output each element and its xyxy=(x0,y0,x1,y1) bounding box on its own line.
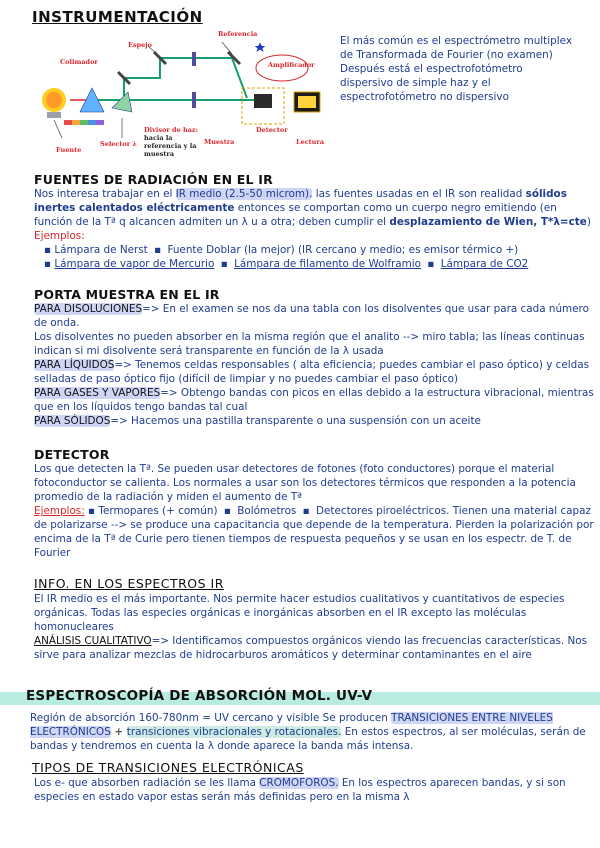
instr-note-line: espectrofotómetro no dispersivo xyxy=(340,91,509,103)
tipos-p1: Los e- que absorben radiación se les llama xyxy=(34,777,260,789)
tipos-rest: En los espectros aparecen bandas, y si son especies en estado vapor estas serán más definidas pero en la misma λ xyxy=(34,777,566,803)
detector-piro-text: Tienen una material capaz de polarizarse --> se produce una capacitancia que depende de la temperatura. Pierden la polarización por encima de la Tª de Curie pero tienen tiempos de respuesta pequeños y se usan en los espectr. de T. de Fourier xyxy=(34,505,594,559)
list-item: Lámpara de filamento de Wolframio xyxy=(234,258,422,270)
instr-note-line: Después está el espectrofotómetro xyxy=(340,63,523,75)
porta-disoluciones-label: PARA DISOLUCIONES xyxy=(34,303,143,315)
porta-gases-label: PARA GASES Y VAPORES xyxy=(34,387,161,399)
info-cualitativo xyxy=(34,634,594,662)
label-lectura: Lectura xyxy=(296,138,325,146)
label-fuente: Fuente xyxy=(56,146,82,154)
fuentes-p3: entonces se comportan como un cuerpo negro emitiendo (en función de la Tª q alcancen admiten un λ u a otra; deben cumplir el xyxy=(34,202,557,228)
label-divisor-line4: muestra xyxy=(144,150,175,158)
label-divisor: Divisor de haz: xyxy=(144,126,199,134)
uv-body xyxy=(30,711,594,753)
label-amplificador: Amplificador xyxy=(268,61,315,69)
label-divisor-line3: referencia y la xyxy=(144,142,197,150)
porta-disolventes: Los disolventes no pueden absorber en la misma región que el analito --> miro tabla; las líneas continuas indican si mi disolvente será transparente en función de la λ usada xyxy=(34,331,585,357)
uv-rest: En estos espectros, al ser moléculas, serán de bandas y tendremos en cuenta la λ donde aparece la banda más intensa. xyxy=(30,726,586,752)
list-item: Lámpara de vapor de Mercurio xyxy=(54,258,215,270)
info-cualitativo-text: => Identificamos compuestos orgánicos viendo las frecuencias características. Nos sirve para analizar mezclas de hidrocarburos aromáticos y determinar contaminantes en el aire xyxy=(34,635,588,661)
fuentes-list-line2: ▪ Lámpara de vapor de Mercurio ▪ Lámpara de filamento de Wolframio ▪ Lámpara de CO2 xyxy=(44,258,529,270)
fuentes-ir-medio: IR medio (2.5-50 microm). xyxy=(175,188,313,200)
instr-note-line: de Transformada de Fourier (no examen) xyxy=(340,49,553,61)
spectrometer-diagram xyxy=(32,28,332,166)
uv-banner xyxy=(0,688,600,708)
detector-body xyxy=(34,462,594,560)
uv-transiciones: TRANSICIONES ENTRE NIVELES ELECTRÓNICOS xyxy=(30,712,553,738)
fuentes-wien: desplazamiento de Wien, T*λ=cte xyxy=(389,216,587,228)
uv-p1: Región de absorción 160-780nm = UV cercano y visible Se producen xyxy=(30,712,392,724)
section-title-instrumentacion: INSTRUMENTACIÓN xyxy=(32,8,203,26)
fuentes-list-line1: ▪ Lámpara de Nerst ▪ Fuente Doblar (la mejor) (IR cercano y medio; es emisor térmico +) xyxy=(44,244,519,256)
list-item: Lámpara de CO2 xyxy=(440,258,529,270)
list-item: Lámpara de Nerst xyxy=(54,244,148,256)
fuentes-paragraph xyxy=(34,187,594,229)
label-colimador: Colimador xyxy=(60,58,98,66)
instr-note-line: dispersivo de simple haz y el xyxy=(340,77,491,89)
detector-paragraph: Los que detecten la Tª. Se pueden usar detectores de fotones (foto conductores) porque el material fotoconductor se calienta. Los normales a usar son los detectores térmicos que responden a la potencia promedio de la radiación y miden el aumento de Tª xyxy=(34,463,576,503)
section-title-fuentes: FUENTES DE RADIACIÓN EN EL IR xyxy=(34,172,273,187)
section-title-uv: ESPECTROSCOPÍA DE ABSORCIÓN MOL. UV-V xyxy=(26,688,373,704)
info-body xyxy=(34,592,594,662)
fuentes-body xyxy=(34,187,594,271)
porta-solidos xyxy=(34,414,594,428)
porta-solidos-text: => Hacemos una pastilla transparente o una suspensión con un aceite xyxy=(110,415,481,427)
info-paragraph: El IR medio es el más importante. Nos permite hacer estudios cualitativos y cuantitativos de especies orgánicas. Todas las especies orgánicas e inorgánicas absorben en el IR excepto las moléculas homonucleares xyxy=(34,593,565,633)
porta-liquidos xyxy=(34,358,594,386)
info-cualitativo-label: ANÁLISIS CUALITATIVO xyxy=(34,635,152,647)
label-muestra: Muestra xyxy=(204,138,235,146)
porta-liquidos-label: PARA LÍQUIDOS xyxy=(34,359,115,371)
fuentes-solidos: sólidos inertes calentados eléctricamente xyxy=(34,188,567,214)
detector-ejemplos: Ejemplos: ▪ Termopares (+ común) ▪ Bolómetros ▪ Detectores piroeléctricos. Tienen una material capaz de polarizarse --> se produce una capacitancia que depende de la temperatura. Pierden la polarización por encima de la Tª de Curie pero tienen tiempos de respuesta pequeños y se usan en los espectr. de T. de Fourier xyxy=(34,505,594,559)
list-item: Fuente Doblar (la mejor) (IR cercano y medio; es emisor térmico +) xyxy=(167,244,519,256)
label-referencia: Referencia xyxy=(218,30,258,38)
tipos-body xyxy=(34,776,594,804)
tipos-cromoforos: CROMOFOROS. xyxy=(259,777,339,789)
porta-solidos-label: PARA SÓLIDOS xyxy=(34,415,111,427)
fuentes-p4: ) xyxy=(586,216,591,228)
fuentes-p2: las fuentes usadas en el IR son realidad xyxy=(312,188,526,200)
instr-note xyxy=(340,34,596,104)
fuentes-ejemplos-label: Ejemplos: xyxy=(34,230,85,242)
section-title-tipos: TIPOS DE TRANSICIONES ELECTRÓNICAS xyxy=(32,760,304,775)
porta-gases-text: => Obtengo bandas con picos en ellas debido a la estructura vibracional, mientras que en los líquidos tengo bandas tal cual xyxy=(34,387,594,413)
list-item: Termopares (+ común) xyxy=(98,505,218,517)
section-title-detector: DETECTOR xyxy=(34,447,110,462)
section-title-porta-muestra: PORTA MUESTRA EN EL IR xyxy=(34,287,220,302)
lightbulb-icon xyxy=(42,88,66,118)
section-title-info: INFO. EN LOS ESPECTROS IR xyxy=(34,576,224,591)
uv-paragraph xyxy=(30,711,594,753)
list-item: Detectores piroeléctricos. xyxy=(316,505,450,517)
porta-disoluciones xyxy=(34,302,594,330)
uv-plus: + xyxy=(110,726,127,738)
label-selector: Selector λ xyxy=(100,140,137,148)
label-espejo: Espejo xyxy=(128,41,152,49)
porta-gases xyxy=(34,386,594,414)
porta-body xyxy=(34,302,594,428)
fuentes-p1: Nos interesa trabajar en el xyxy=(34,188,173,200)
detector-ejemplos-label: Ejemplos: xyxy=(34,505,85,517)
porta-liquidos-text: => Tenemos celdas responsables ( alta eficiencia; puedes cambiar el paso óptico) y celdas selladas de paso óptico fijo (difícil de limpiar y no puedes cambiar el paso óptico) xyxy=(34,359,590,385)
label-detector: Detector xyxy=(256,126,288,134)
tipos-paragraph xyxy=(34,776,594,804)
porta-disoluciones-text: => En el examen se nos da una tabla con los disolventes que usar para cada número de onda. xyxy=(34,303,589,329)
instr-note-line: El más común es el espectrómetro multiplex xyxy=(340,35,572,47)
uv-vibracionales: transiciones vibracionales y rotacionales. xyxy=(126,726,342,738)
label-divisor-line2: hacia la xyxy=(144,134,173,142)
list-item: Bolómetros xyxy=(237,505,297,517)
